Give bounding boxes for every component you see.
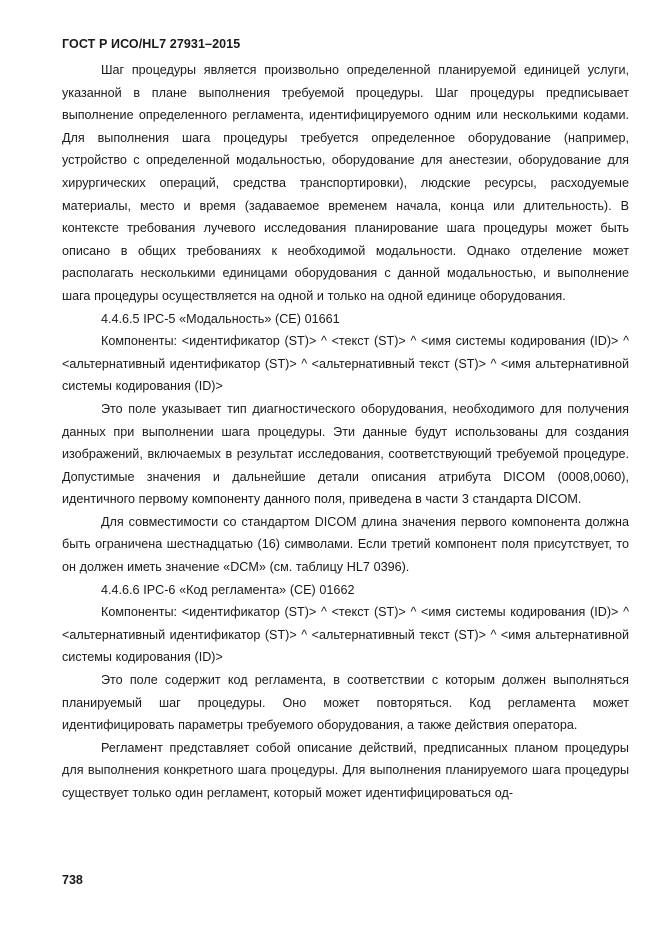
document-page [62, 36, 629, 805]
section-heading-ipc6: 4.4.6.6 IPC-6 «Код регламента» (CE) 01662 [101, 582, 355, 597]
section-heading-ipc5: 4.4.6.5 IPC-5 «Модальность» (CE) 01661 [101, 311, 340, 326]
page-number: 738 [62, 873, 83, 887]
paragraph-procedure-step: Шаг процедуры является произвольно определенной планируемой единицей услуги, указанной в плане выполнения требуемой процедуры. Шаг процедуры предписывает выполнение определенного регламента, идентифицируемого одним или несколькими кодами. Для выполнения шага процедуры требуется определенное оборудование (например, устройство с определенной модальностью, оборудование для анестезии, оборудование для хирургических операций, средства транспортировки), людские ресурсы, расходуемые материалы, место и время (задаваемое временем начала, конца или длительность). В контексте требования лучевого исследования планирование шага процедуры может быть описано в общих требованиях к необходимой модальности. Однако отделение может располагать несколькими единицами оборудования с данной модальностью, и выполнение шага процедуры осуществляется на одной и только на одной единице оборудования. [62, 63, 629, 303]
paragraph-ipc5-components: Компоненты: <идентификатор (ST)> ^ <текст (ST)> ^ <имя системы кодирования (ID)> ^ <альтернативный идентификатор (ST)> ^ <альтернативный текст (ST)> ^ <имя альтернативной системы кодирования (ID)> [62, 334, 629, 394]
paragraph-ipc5-dicom-compat: Для совместимости со стандартом DICOM длина значения первого компонента должна быть ограничена шестнадцатью (16) символами. Если третий компонент поля присутствует, то он должен иметь значение «DCM» (см. таблицу HL7 0396). [62, 514, 629, 575]
paragraph-ipc6-components: Компоненты: <идентификатор (ST)> ^ <текст (ST)> ^ <имя системы кодирования (ID)> ^ <альтернативный идентификатор (ST)> ^ <альтернативный текст (ST)> ^ <имя альтернативной системы кодирования (ID)> [62, 605, 629, 665]
paragraph-ipc5-description: Это поле указывает тип диагностического оборудования, необходимого для получения данных при выполнении шага процедуры. Эти данные будут использованы для создания изображений, включаемых в результат исследования, соответствующий требуемой процедуре. Допустимые значения и дальнейшие детали описания атрибута DICOM (0008,0060), идентичного первому компоненту данного поля, приведена в части 3 стандарта DICOM. [62, 401, 629, 507]
paragraph-ipc6-description: Это поле содержит код регламента, в соответствии с которым должен выполняться планируемый шаг процедуры. Оно может повторяться. Код регламента может идентифицировать параметры требуемого оборудования, а также действия оператора. [62, 673, 629, 733]
standard-header: ГОСТ Р ИСО/HL7 27931–2015 [62, 37, 241, 51]
paragraph-regulation: Регламент представляет собой описание действий, предписанных планом процедуры для выполнения конкретного шага процедуры. Для выполнения планируемого шага процедуры существует только один регламент, который может идентифицироваться од- [62, 740, 629, 800]
